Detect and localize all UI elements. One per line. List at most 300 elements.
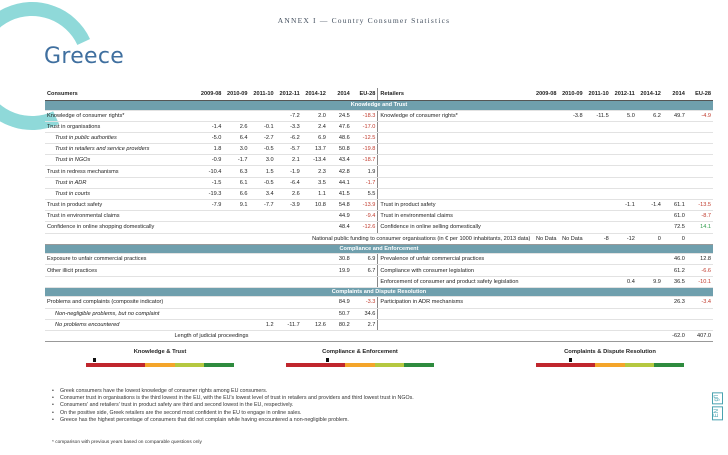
table-cell: -0.1 (250, 121, 276, 132)
table-cell: 2.0 (302, 110, 328, 121)
section-header (45, 101, 713, 111)
table-cell (302, 276, 328, 287)
scale-segment (204, 363, 234, 367)
table-cell: -17.0 (352, 121, 378, 132)
row-label: No problems encountered (45, 319, 197, 330)
table-cell: -0.5 (250, 144, 276, 155)
table-cell: -12 (611, 233, 637, 244)
table-cell: 2009-08 (532, 88, 558, 101)
table-cell (663, 144, 687, 155)
indicator-marker (93, 358, 96, 362)
table-cell (302, 308, 328, 319)
table-cell (223, 254, 249, 265)
table-cell: 48.4 (328, 222, 352, 233)
table-cell (637, 144, 663, 155)
table-cell (687, 188, 713, 199)
row-label (378, 188, 532, 199)
table-cell (558, 211, 584, 222)
table-cell: 72.5 (663, 222, 687, 233)
table-cell (558, 222, 584, 233)
table-cell (276, 308, 302, 319)
table-cell (223, 110, 249, 121)
table-cell: 9.9 (637, 276, 663, 287)
table-row (45, 265, 713, 276)
table-cell: 6.6 (223, 188, 249, 199)
table-cell (637, 222, 663, 233)
row-label: Trust in product safety (45, 200, 197, 211)
table-row (45, 276, 713, 287)
table-cell: -1.7 (223, 155, 249, 166)
table-cell (637, 308, 663, 319)
table-cell: 2009-08 (197, 88, 223, 101)
table-cell (611, 297, 637, 308)
table-cell: 61.2 (663, 265, 687, 276)
table-cell: 42.8 (328, 166, 352, 177)
row-label: Trust in ADR (45, 177, 197, 188)
row-label: Consumers (45, 88, 197, 101)
table-cell: 2014 (328, 88, 352, 101)
table-cell: -0.9 (197, 155, 223, 166)
table-cell: -6.6 (687, 265, 713, 276)
table-cell: -11.7 (276, 319, 302, 330)
table-cell (558, 132, 584, 143)
table-cell (250, 211, 276, 222)
tag-en[interactable]: EN (712, 406, 723, 420)
table-cell: -0.5 (250, 177, 276, 188)
table-cell: 2.6 (223, 121, 249, 132)
table-cell (611, 308, 637, 319)
table-cell (637, 211, 663, 222)
table-cell (558, 276, 584, 287)
table-cell: 12.8 (687, 254, 713, 265)
table-cell: 1.2 (250, 319, 276, 330)
table-row (45, 254, 713, 265)
table-cell: 1.8 (197, 144, 223, 155)
row-label: Confidence in online shopping domestically (45, 222, 197, 233)
table-row (45, 188, 713, 199)
table-cell (585, 297, 611, 308)
table-cell: 3.4 (250, 188, 276, 199)
scale-segment (286, 363, 316, 367)
table-cell (558, 121, 584, 132)
table-cell: 19.9 (328, 265, 352, 276)
table-cell: -6.4 (276, 177, 302, 188)
table-cell (687, 155, 713, 166)
table-cell: -9.4 (352, 211, 378, 222)
table-cell (611, 166, 637, 177)
judicial-label: Length of judicial proceedings (45, 330, 378, 341)
table-cell (302, 265, 328, 276)
table-cell: -3.3 (352, 297, 378, 308)
row-label (378, 121, 532, 132)
table-row (45, 121, 713, 132)
table-cell (558, 188, 584, 199)
table-cell (223, 319, 249, 330)
table-cell (532, 308, 558, 319)
table-cell: -7.9 (197, 200, 223, 211)
table-cell: -10.1 (687, 276, 713, 287)
scale-segment (404, 363, 434, 367)
table-cell: EU-28 (352, 88, 378, 101)
table-cell (558, 297, 584, 308)
sidebar-tags (710, 392, 724, 444)
table-cell: -13.5 (687, 200, 713, 211)
table-cell (197, 265, 223, 276)
scale-segment (654, 363, 684, 367)
table-row (45, 177, 713, 188)
table-cell: 5.0 (611, 110, 637, 121)
table-cell (558, 254, 584, 265)
scale-segment (116, 363, 146, 367)
table-cell: -7.7 (250, 200, 276, 211)
table-cell: 6.7 (352, 265, 378, 276)
table-cell (558, 200, 584, 211)
section-header (45, 287, 713, 297)
table-cell: 0 (637, 233, 663, 244)
scale-segment (345, 363, 375, 367)
table-cell: 44.9 (328, 211, 352, 222)
table-row (45, 297, 713, 308)
table-cell (611, 188, 637, 199)
table-cell: 6.9 (302, 132, 328, 143)
table-cell: 2011-10 (585, 88, 611, 101)
row-label (45, 276, 197, 287)
table-cell: -4.9 (687, 110, 713, 121)
row-label: Trust in courts (45, 188, 197, 199)
table-cell (611, 265, 637, 276)
table-cell: 2.6 (276, 188, 302, 199)
table-cell: -1.1 (611, 200, 637, 211)
row-label (378, 132, 532, 143)
scale-segment (175, 363, 205, 367)
table-cell: -12.6 (352, 222, 378, 233)
table-cell (611, 254, 637, 265)
note-item: • Consumer trust in organisations is the third lowest in the EU, with the EU's lowest level of trust in retailers and providers and third lowest trust in NGOs. (52, 395, 652, 401)
table-cell: -1.7 (352, 177, 378, 188)
table-cell (532, 132, 558, 143)
row-label: Retailers (378, 88, 532, 101)
table-cell: 13.7 (302, 144, 328, 155)
row-label (378, 144, 532, 155)
row-label: Trust in environmental claims (378, 211, 532, 222)
table-cell (532, 254, 558, 265)
statistics-table (45, 88, 713, 342)
table-cell (585, 265, 611, 276)
table-cell (687, 177, 713, 188)
table-cell (197, 254, 223, 265)
table-cell: -5.0 (197, 132, 223, 143)
table-cell (302, 222, 328, 233)
table-cell (611, 222, 637, 233)
table-cell (663, 188, 687, 199)
table-cell (532, 319, 558, 330)
table-cell: 30.8 (328, 254, 352, 265)
table-cell (250, 265, 276, 276)
table-cell: 2012-11 (611, 88, 637, 101)
table-cell (302, 211, 328, 222)
table-cell: -6.2 (276, 132, 302, 143)
table-cell (585, 200, 611, 211)
table-cell: No Data (558, 233, 584, 244)
table-cell (687, 308, 713, 319)
notes-list (52, 388, 652, 424)
table-cell (637, 188, 663, 199)
scale-segment (86, 363, 116, 367)
table-cell: 6.4 (223, 132, 249, 143)
table-cell (585, 308, 611, 319)
table-cell (532, 144, 558, 155)
table-cell: 2010-09 (558, 88, 584, 101)
table-cell (585, 188, 611, 199)
table-cell: -19.8 (352, 144, 378, 155)
table-row (45, 144, 713, 155)
row-label: Problems and complaints (composite indicator) (45, 297, 197, 308)
table-cell: -3.3 (276, 121, 302, 132)
table-cell: 61.1 (663, 200, 687, 211)
table-cell: 46.0 (663, 254, 687, 265)
table-cell: 49.7 (663, 110, 687, 121)
table-row (45, 211, 713, 222)
row-label: Trust in NGOs (45, 155, 197, 166)
table-cell: 2.3 (302, 166, 328, 177)
indicator-scale (536, 363, 684, 367)
table-cell: 2.1 (276, 155, 302, 166)
table-cell (637, 132, 663, 143)
table-cell: 6.3 (223, 166, 249, 177)
indicator-bar-group (286, 349, 434, 367)
tag-gfl[interactable]: gfl (712, 392, 723, 404)
table-cell (276, 211, 302, 222)
table-cell: 3.0 (250, 155, 276, 166)
table-cell: -3.4 (687, 297, 713, 308)
table-cell: 43.4 (328, 155, 352, 166)
table-cell (687, 121, 713, 132)
table-cell (223, 297, 249, 308)
row-label (378, 319, 532, 330)
table-cell (663, 132, 687, 143)
indicator-bar-group (86, 349, 234, 367)
table-cell (250, 110, 276, 121)
table-cell (637, 319, 663, 330)
table-row (45, 222, 713, 233)
section-title: Compliance and Enforcement (45, 244, 713, 254)
table-cell (532, 276, 558, 287)
table-cell (223, 265, 249, 276)
header-row (45, 88, 713, 101)
indicator-label: Compliance & Enforcement (322, 349, 398, 355)
scale-segment (536, 363, 566, 367)
table-cell (637, 166, 663, 177)
table-cell (328, 276, 352, 287)
table-cell: -11.5 (585, 110, 611, 121)
row-label (378, 177, 532, 188)
indicator-label: Complaints & Dispute Resolution (564, 349, 656, 355)
table-cell (687, 144, 713, 155)
funding-label: National public funding to consumer organisations (in € per 1000 inhabitants, 2013 data) (45, 233, 532, 244)
table-cell: 3.0 (223, 144, 249, 155)
footnote: * comparison with previous years based on comparable questions only (52, 440, 202, 445)
table-cell (637, 297, 663, 308)
row-label: Knowledge of consumer rights* (378, 110, 532, 121)
annex-header: ANNEX I — Country Consumer Statistics (277, 16, 451, 25)
table-cell: 36.5 (663, 276, 687, 287)
table-cell (197, 276, 223, 287)
table-cell: 61.0 (663, 211, 687, 222)
table-cell (611, 319, 637, 330)
table-cell: 2.4 (302, 121, 328, 132)
table-cell (532, 211, 558, 222)
scale-segment (595, 363, 625, 367)
funding-row (45, 233, 713, 244)
table-row (45, 155, 713, 166)
table-cell (558, 265, 584, 276)
table-cell: 12.6 (302, 319, 328, 330)
row-label: Exposure to unfair commercial practices (45, 254, 197, 265)
table-cell (532, 222, 558, 233)
row-label: Knowledge of consumer rights* (45, 110, 197, 121)
table-cell (585, 222, 611, 233)
table-cell: 1.5 (250, 166, 276, 177)
table-cell: 0 (663, 233, 687, 244)
table-cell (197, 319, 223, 330)
table-cell (532, 121, 558, 132)
table-cell: No Data (532, 233, 558, 244)
table-cell: -13.9 (352, 200, 378, 211)
table-cell: 10.8 (302, 200, 328, 211)
table-cell: -1.9 (276, 166, 302, 177)
table-cell (532, 177, 558, 188)
table-cell: 2014 (663, 88, 687, 101)
table-cell (663, 155, 687, 166)
table-cell: -8 (585, 233, 611, 244)
table-cell (532, 297, 558, 308)
table-cell (532, 188, 558, 199)
table-cell (250, 308, 276, 319)
table-cell: 54.8 (328, 200, 352, 211)
table-cell (687, 319, 713, 330)
row-label (378, 155, 532, 166)
table-cell (558, 144, 584, 155)
table-cell: -7.2 (276, 110, 302, 121)
indicator-bar-group (536, 349, 684, 367)
table-cell: 34.6 (352, 308, 378, 319)
table-cell: -5.7 (276, 144, 302, 155)
table-cell (197, 297, 223, 308)
table-cell (663, 308, 687, 319)
table-cell: 50.7 (328, 308, 352, 319)
table-row (45, 166, 713, 177)
table-cell: 2014-12 (637, 88, 663, 101)
row-label: Trust in product safety (378, 200, 532, 211)
indicator-marker (326, 358, 329, 362)
row-label: Non-negligible problems, but no complaint (45, 308, 197, 319)
table-cell (637, 177, 663, 188)
row-label: Compliance with consumer legislation (378, 265, 532, 276)
row-label: Trust in environmental claims (45, 211, 197, 222)
row-label: Trust in retailers and service providers (45, 144, 197, 155)
row-label: Enforcement of consumer and product safety legislation (378, 276, 532, 287)
table-cell (585, 121, 611, 132)
row-label: Other illicit practices (45, 265, 197, 276)
table-cell: 14.1 (687, 222, 713, 233)
table-row (45, 132, 713, 143)
table-cell: 26.3 (663, 297, 687, 308)
table-cell: -8.7 (687, 211, 713, 222)
indicator-marker (569, 358, 572, 362)
table-cell (585, 166, 611, 177)
indicator-label: Knowledge & Trust (133, 349, 187, 355)
table-cell (611, 121, 637, 132)
table-cell (532, 265, 558, 276)
scale-segment (316, 363, 346, 367)
table-cell (663, 319, 687, 330)
table-cell (223, 276, 249, 287)
table-cell (250, 276, 276, 287)
table-cell (276, 254, 302, 265)
table-cell (378, 330, 663, 341)
table-cell: 1.9 (352, 166, 378, 177)
table-cell (223, 211, 249, 222)
table-cell (558, 166, 584, 177)
table-cell (558, 155, 584, 166)
table-cell: 6.2 (637, 110, 663, 121)
table-cell (663, 166, 687, 177)
scale-segment (625, 363, 655, 367)
table-cell: 6.9 (352, 254, 378, 265)
table-cell: 9.1 (223, 200, 249, 211)
table-cell (276, 297, 302, 308)
table-cell (197, 211, 223, 222)
table-cell (223, 308, 249, 319)
table-cell (585, 211, 611, 222)
note-item: • Greek consumers have the lowest knowledge of consumer rights among EU consumers. (52, 388, 652, 394)
table-row (45, 308, 713, 319)
judicial-row (45, 330, 713, 341)
table-cell (687, 233, 713, 244)
table-cell (302, 297, 328, 308)
table-cell (250, 297, 276, 308)
indicator-scale (286, 363, 434, 367)
table-cell (637, 254, 663, 265)
table-cell: -10.4 (197, 166, 223, 177)
table-cell (611, 177, 637, 188)
table-cell: 2.7 (352, 319, 378, 330)
table-cell: -19.3 (197, 188, 223, 199)
table-cell: -18.3 (352, 110, 378, 121)
table-cell (558, 177, 584, 188)
table-cell: 2012-11 (276, 88, 302, 101)
scale-segment (375, 363, 405, 367)
table-cell: -62.0 (663, 330, 687, 341)
table-cell (558, 308, 584, 319)
table-cell: 1.1 (302, 188, 328, 199)
table-cell: 2010-09 (223, 88, 249, 101)
table-cell: 2014-12 (302, 88, 328, 101)
table-cell: -13.4 (302, 155, 328, 166)
table-cell (302, 254, 328, 265)
table-cell (687, 166, 713, 177)
section-title: Complaints and Dispute Resolution (45, 287, 713, 297)
indicator-scale (86, 363, 234, 367)
table-cell: 0.4 (611, 276, 637, 287)
table-row (45, 319, 713, 330)
table-cell (663, 121, 687, 132)
row-label: Trust in organisations (45, 121, 197, 132)
table-cell (276, 222, 302, 233)
table-cell (197, 308, 223, 319)
table-cell: 24.5 (328, 110, 352, 121)
table-cell (352, 276, 378, 287)
